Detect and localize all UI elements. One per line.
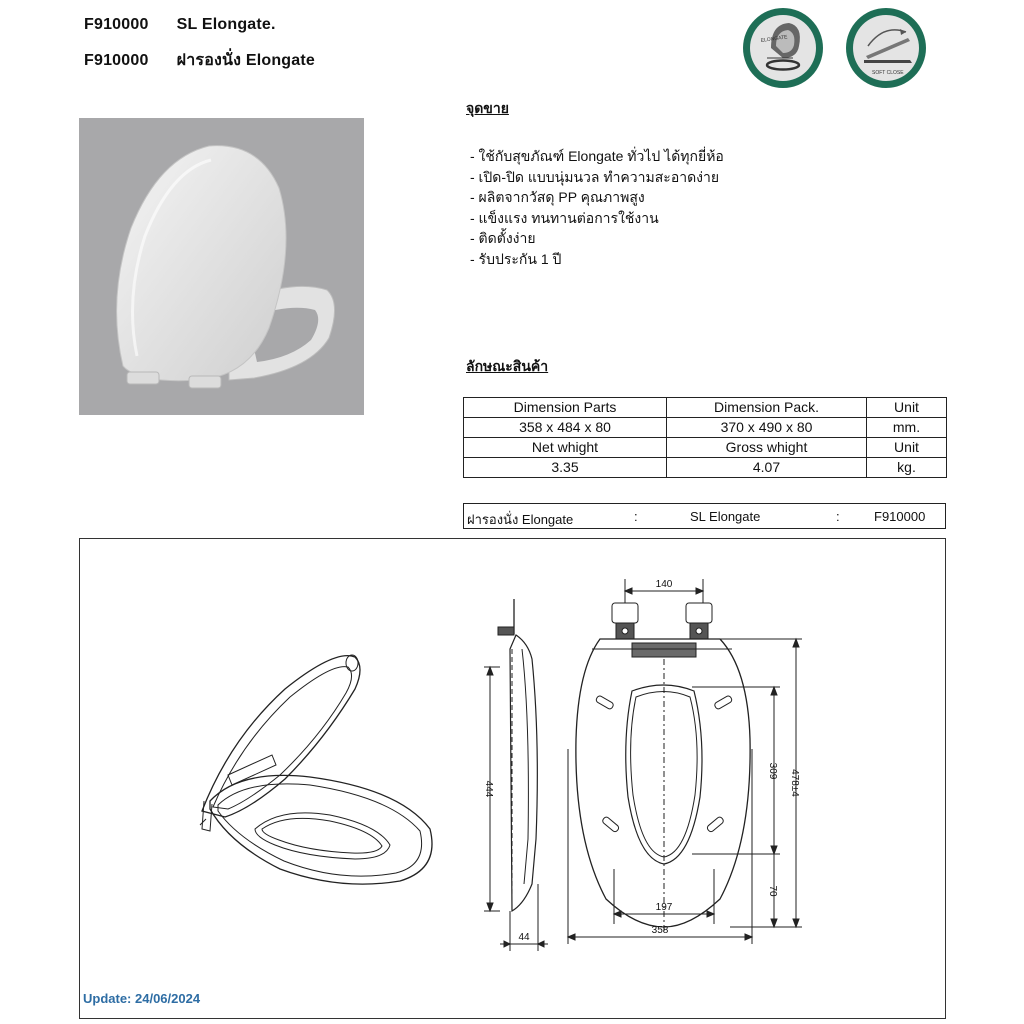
dim-opening-length: 309 <box>767 762 778 780</box>
features-list <box>470 146 724 269</box>
list-item: - ใช้กับสุขภัณฑ์ Elongate ทั่วไป ได้ทุกยี่ห้อ <box>470 148 724 164</box>
list-item: - ติดตั้งง่าย <box>470 230 536 246</box>
product-title-en <box>84 16 276 34</box>
table-row <box>464 418 947 438</box>
product-photo <box>79 118 364 415</box>
table-cell: Net whight <box>464 438 667 458</box>
table-cell: 3.35 <box>464 458 667 478</box>
top-view <box>568 579 802 944</box>
model-label: ฝารองนั่ง Elongate <box>467 512 574 527</box>
table-row <box>464 438 947 458</box>
product-code: F910000 <box>84 16 149 33</box>
model-row <box>463 503 946 529</box>
table-cell: 370 x 490 x 80 <box>667 418 867 438</box>
spec-table <box>463 397 947 478</box>
dim-total-length: 478±4 <box>789 769 800 797</box>
badge-label: SOFT CLOSE <box>872 70 904 76</box>
dim-front-gap: 70 <box>767 885 778 897</box>
table-cell: kg. <box>867 458 947 478</box>
separator: : <box>634 509 638 524</box>
table-cell: Unit <box>867 398 947 418</box>
isometric-view <box>200 655 432 884</box>
product-title-th <box>84 48 315 73</box>
table-cell: mm. <box>867 418 947 438</box>
soft-close-icon <box>844 6 928 90</box>
table-cell: Gross whight <box>667 438 867 458</box>
dim-total-width: 358 <box>651 925 669 936</box>
elongate-seat-icon <box>741 6 825 90</box>
table-cell: Dimension Pack. <box>667 398 867 418</box>
table-cell: Dimension Parts <box>464 398 667 418</box>
product-name: ฝารองนั่ง Elongate <box>176 52 315 69</box>
table-cell: Unit <box>867 438 947 458</box>
model-name: SL Elongate <box>690 509 761 524</box>
specs-title: ลักษณะสินค้า <box>466 358 549 374</box>
table-cell: 4.07 <box>667 458 867 478</box>
list-item: - รับประกัน 1 ปี <box>470 250 562 267</box>
badge-label: ELONGATE <box>760 34 788 44</box>
table-cell: 358 x 484 x 80 <box>464 418 667 438</box>
dim-height-side: 444 <box>483 780 494 798</box>
side-view <box>484 599 548 951</box>
dim-depth-side: 44 <box>518 932 530 943</box>
list-item: - แข็งแรง ทนทานต่อการใช้งาน <box>470 209 659 226</box>
separator: : <box>836 509 840 524</box>
list-item: - เปิด-ปิด แบบนุ่มนวล ทำความสะอาดง่าย <box>470 168 720 185</box>
dim-opening-width: 197 <box>655 902 673 913</box>
table-row <box>464 458 947 478</box>
features-title: จุดขาย <box>466 100 509 116</box>
list-item: - ผลิตจากวัสดุ PP คุณภาพสูง <box>470 189 645 205</box>
table-row <box>464 398 947 418</box>
product-code: F910000 <box>84 52 149 69</box>
model-code: F910000 <box>874 509 926 524</box>
technical-drawing <box>79 538 946 1019</box>
product-name: SL Elongate. <box>176 16 276 33</box>
dim-hinge-span: 140 <box>655 579 673 590</box>
update-date: Update: 24/06/2024 <box>83 991 201 1006</box>
